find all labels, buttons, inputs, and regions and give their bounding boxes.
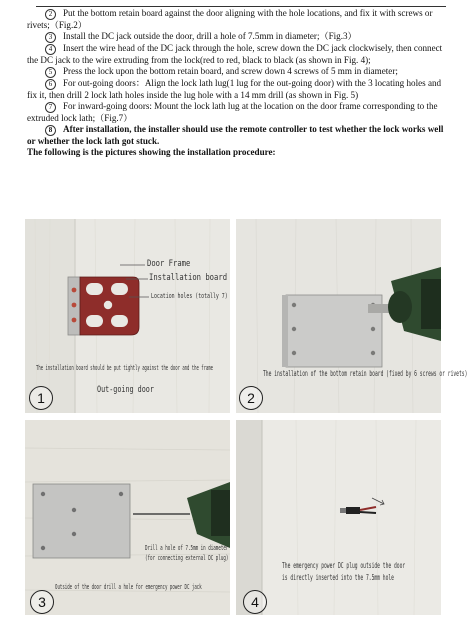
- step-7: [27, 101, 449, 124]
- figure-2-caption: The installation of the bottom retain board (fixed by 6 screws or rivets): [263, 369, 468, 378]
- figure-2-number: 2: [239, 386, 263, 410]
- step-text: Install the DC jack outside the door, drill a hole of 7.5mm in diameter;（Fig.3）: [63, 31, 357, 42]
- label-location-holes: Location holes (totally 7): [151, 292, 228, 300]
- step-number-circle: 2: [45, 9, 56, 20]
- step-number-circle: 8: [45, 125, 56, 136]
- step-8: [27, 124, 449, 147]
- figure-4-caption-line-1: The emergency power DC plug outside the door: [282, 561, 406, 570]
- step-number-circle: 4: [45, 44, 56, 55]
- figure-3-number: 3: [30, 590, 54, 614]
- step-number-circle: 5: [45, 67, 56, 78]
- step-number-circle: 3: [45, 32, 56, 43]
- step-number-circle: 6: [45, 79, 56, 90]
- step-4: [27, 43, 449, 66]
- label-drill-hole: Drill a hole of 7.5mm in diameter: [145, 544, 229, 552]
- figure-3-caption: Outside of the door drill a hole for emergency power DC jack: [55, 583, 202, 591]
- top-rule: [36, 6, 446, 7]
- step-number-circle: 7: [45, 102, 56, 113]
- step-text: After installation, the installer should use the remote controller to test whether the lock works well or whether the lock lath got stuck.: [27, 124, 444, 147]
- figure-1-photo: [25, 219, 230, 413]
- figure-4-photo: [236, 420, 441, 615]
- figure-4-number: 4: [243, 590, 267, 614]
- label-drill-purpose: (for connecting external DC plug): [145, 554, 229, 562]
- label-door-frame: Door Frame: [147, 259, 191, 269]
- label-installation-board: Installation board: [149, 273, 228, 283]
- step-text: Insert the wire head of the DC jack through the hole, screw down the DC jack clockwisely, then connect the DC jack to the wire extruding from the lock(red to red, black to black (as shown in Fig. 4);: [27, 43, 443, 66]
- figure-1-caption-2: Out-going door: [97, 385, 154, 395]
- step-text: For out-going doors：Align the lock lath lug(1 lug for the out-going door) with the 3 locating holes and fix it, then drill 2 lock lath holes inside the lug hole with a 14 mm drill (as shown in Fig. 5): [27, 78, 442, 101]
- instruction-text: [27, 8, 449, 159]
- step-3: [27, 31, 449, 43]
- step-5: [27, 66, 449, 78]
- figure-1-number: 1: [29, 386, 53, 410]
- figure-2-photo: [236, 219, 468, 413]
- step-2: [27, 8, 449, 31]
- step-text: For inward-going doors: Mount the lock lath lug at the location on the door frame corresponding to the extruded lock lath;（Fig.7）: [27, 101, 438, 124]
- figure-3-photo: [25, 420, 230, 615]
- step-6: [27, 78, 449, 101]
- step-text: Put the bottom retain board against the door aligning with the hole locations, and fix it with screws or rivets;（Fig.2）: [27, 8, 433, 30]
- figure-1-illustration: [25, 219, 230, 413]
- figure-1-caption: The installation board should be put tightly against the door and the frame: [36, 364, 214, 372]
- figure-2-illustration: [236, 219, 441, 413]
- step-text: Press the lock upon the bottom retain board, and screw down 4 screws of 5 mm in diameter;: [63, 66, 398, 77]
- pictures-heading: The following is the pictures showing the installation procedure:: [27, 147, 276, 158]
- figure-4-illustration: [236, 420, 441, 615]
- figure-4-caption-line-2: is directly inserted into the 7.5mm hole: [282, 573, 394, 582]
